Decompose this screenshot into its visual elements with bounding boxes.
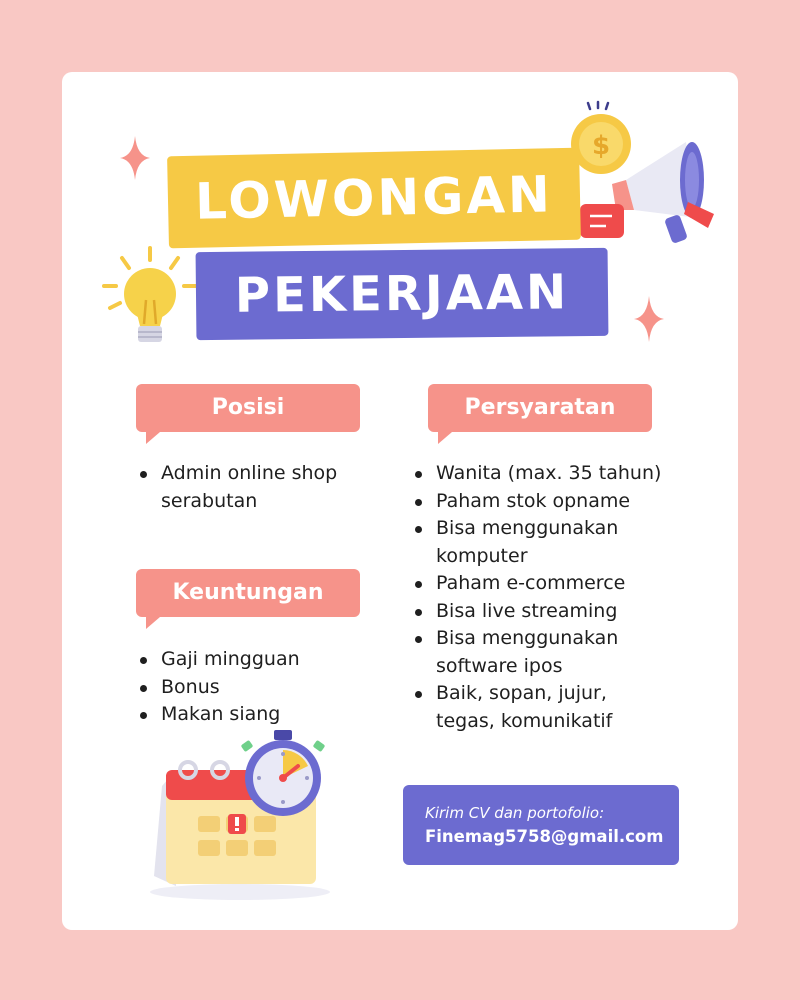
list-item: Bisa live streaming [411,598,671,626]
keuntungan-list [136,646,376,729]
contact-email[interactable]: Finemag5758@gmail.com [425,827,664,846]
sparkle-icon [120,136,150,180]
calendar-stopwatch-icon [140,726,370,902]
keuntungan-heading: Keuntungan [136,569,360,617]
contact-label: Kirim CV dan portofolio: [425,804,605,822]
list-item: Makan siang [136,701,376,729]
persyaratan-heading: Persyaratan [428,384,652,432]
title-line-1: LOWONGAN [167,148,581,249]
persyaratan-list [411,460,671,735]
posisi-list [136,460,376,515]
list-item: Gaji mingguan [136,646,376,674]
list-item: Paham e-commerce [411,570,671,598]
sparkle-icon [634,296,664,342]
svg-text:$: $ [591,131,611,161]
list-item: Paham stok opname [411,488,671,516]
list-item: Bisa menggunakan software ipos [411,625,671,680]
list-item: Bisa menggunakan komputer [411,515,671,570]
posisi-heading: Posisi [136,384,360,432]
light-bulb-icon [100,246,200,350]
list-item: Bonus [136,674,376,702]
list-item: Baik, sopan, jujur, tegas, komunikatif [411,680,671,735]
contact-box [403,785,679,865]
list-item: Wanita (max. 35 tahun) [411,460,671,488]
megaphone-icon [576,140,722,250]
title-line-2: PEKERJAAN [196,248,609,340]
list-item: Admin online shop serabutan [136,460,376,515]
